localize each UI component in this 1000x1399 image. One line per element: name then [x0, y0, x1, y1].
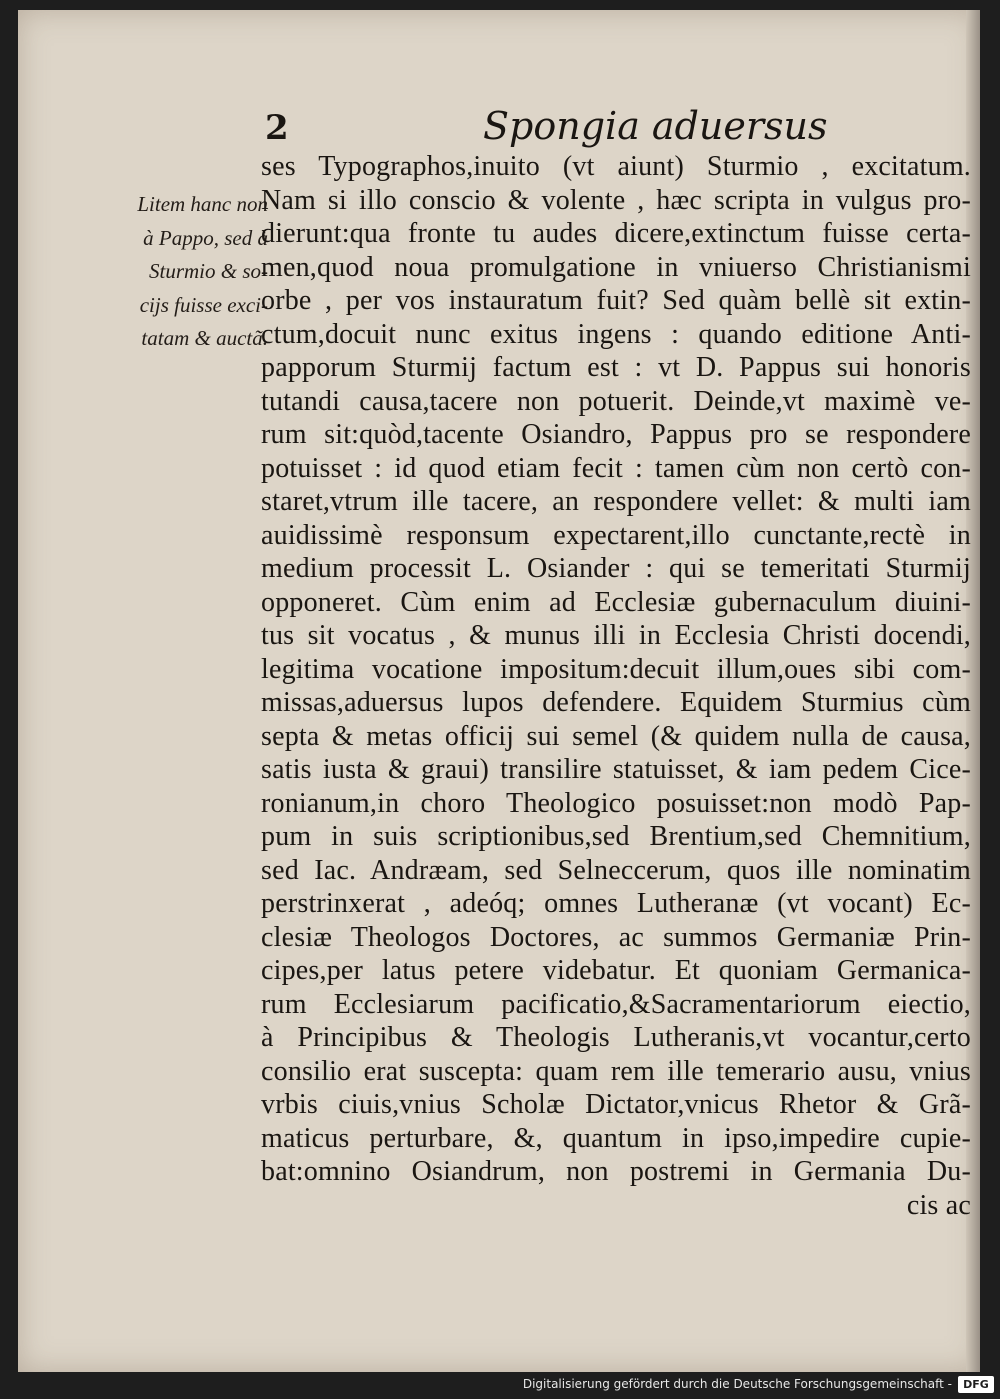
text-line: missas,aduersus lupos defendere. Equidem Sturmius cùm — [261, 687, 971, 718]
text-line: consilio erat suscepta: quam rem ille temerario ausu, vnius — [261, 1055, 971, 1087]
text-line: vrbis ciuis,vnius Scholæ Dictator,vnicus Rhetor & Grã- — [261, 1089, 971, 1120]
text-line: satis iusta & graui) transilire statuisset, & iam pedem Cice- — [261, 754, 971, 785]
text-line: tutandi causa,tacere non potuerit. Deinde,vt maximè ve- — [261, 385, 971, 417]
body-text — [261, 150, 971, 1222]
footer-bar — [0, 1373, 1000, 1399]
text-line: orbe , per vos instauratum fuit? Sed quàm bellè sit extin- — [261, 285, 971, 316]
running-title: Spongia aduersus — [483, 104, 828, 148]
text-line: auidissimè responsum expectarent,illo cunctante,rectè in — [261, 519, 971, 551]
text-line: cipes,per latus petere videbatur. Et quoniam Germanica- — [261, 955, 971, 986]
text-line: ses Typographos,inuito (vt aiunt) Sturmio , excitatum. — [261, 151, 971, 182]
text-line: rum Ecclesiarum pacificatio,&Sacramentariorum eiectio, — [261, 988, 971, 1020]
text-line: legitima vocatione impositum:decuit illum,oues sibi com- — [261, 653, 971, 685]
marginal-note-line: cijs fuisse exci- — [139, 292, 268, 317]
marginal-note-line: Sturmio & so- — [148, 259, 268, 283]
text-line: opponeret. Cùm enim ad Ecclesiæ gubernaculum diuini- — [261, 586, 971, 618]
book-page — [18, 10, 980, 1372]
text-line: tus sit vocatus , & munus illi in Ecclesia Christi docendi, — [261, 620, 971, 651]
marginal-note-line: Litem hanc non — [137, 192, 268, 216]
text-line: ctum,docuit nunc exitus ingens : quando editione Anti- — [261, 318, 971, 350]
text-line: rum sit:quòd,tacente Osiandro, Pappus pro se respondere — [261, 419, 971, 450]
text-line: perstrinxerat , adeóq; omnes Lutheranæ (vt vocant) Ec- — [261, 888, 971, 919]
text-line: à Principibus & Theologis Lutheranis,vt vocantur,certo — [261, 1022, 971, 1053]
page-number: 2 — [265, 108, 289, 148]
text-line: medium processit L. Osiander : qui se temeritati Sturmij — [261, 553, 971, 584]
text-line: maticus perturbare, &, quantum in ipso,impedire cupie- — [261, 1122, 971, 1154]
text-line: men,quod noua promulgatione in vniuerso Christianismi — [261, 251, 971, 283]
text-line: staret,vtrum ille tacere, an respondere vellet: & multi iam — [261, 486, 971, 517]
funding-credit: Digitalisierung gefördert durch die Deutsche Forschungsgemeinschaft - — [522, 1377, 952, 1391]
page-header — [18, 100, 980, 150]
catchword: cis ac — [906, 1189, 971, 1221]
text-line: dierunt:qua fronte tu audes dicere,extinctum fuisse certa- — [261, 218, 971, 249]
text-line: septa & metas officij sui semel (& quidem nulla de causa, — [261, 720, 971, 752]
marginal-note-line: tatam & auctã. — [141, 326, 268, 350]
text-line: pum in suis scriptionibus,sed Brentium,sed Chemnitium, — [261, 821, 971, 852]
dfg-logo: DFG — [958, 1376, 994, 1393]
marginal-note-line: à Pappo, sed à — [143, 225, 268, 250]
text-line: Nam si illo conscio & volente , hæc scripta in vulgus pro- — [261, 184, 971, 216]
text-line: sed Iac. Andræam, sed Selneccerum, quos ille nominatim — [261, 854, 971, 886]
text-line: ronianum,in choro Theologico posuisset:non modò Pap- — [261, 787, 971, 819]
text-line: potuisset : id quod etiam fecit : tamen cùm non certò con- — [261, 452, 971, 484]
text-line: papporum Sturmij factum est : vt D. Pappus sui honoris — [261, 352, 971, 383]
marginal-note — [98, 188, 268, 356]
text-line: clesiæ Theologos Doctores, ac summos Germaniæ Prin- — [261, 921, 971, 953]
text-line: bat:omnino Osiandrum, non postremi in Germania Du- — [261, 1156, 971, 1187]
